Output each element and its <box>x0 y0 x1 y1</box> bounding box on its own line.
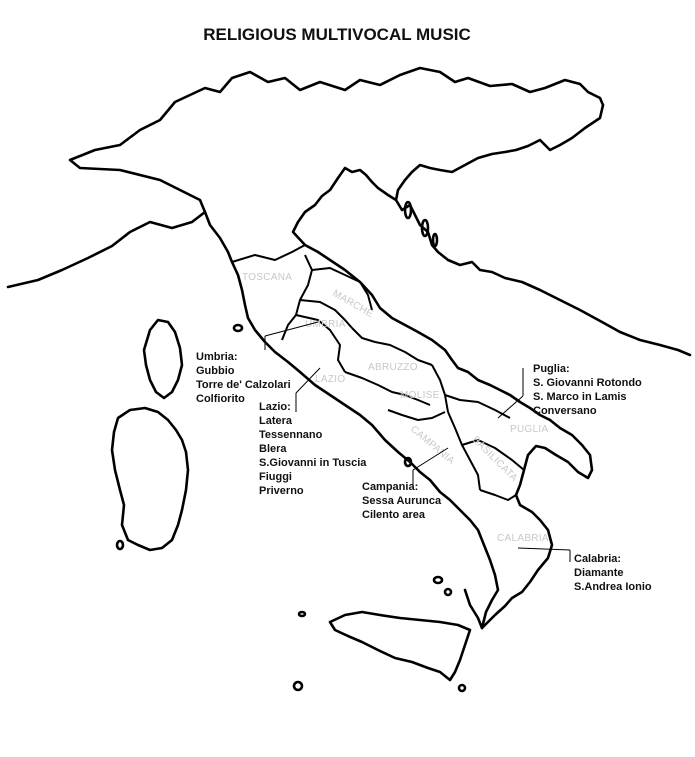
callout-calabria-place: Diamante <box>574 567 624 579</box>
callout-campania <box>362 481 442 521</box>
callout-lazio-place: Priverno <box>259 485 304 497</box>
corsica-outline <box>144 320 182 398</box>
callout-puglia-heading: Puglia: <box>533 363 570 375</box>
callout-umbria-place: Colfiorito <box>196 393 245 405</box>
callout-lazio-place: S.Giovanni in Tuscia <box>259 457 367 469</box>
callout-puglia <box>533 363 642 417</box>
adriatic-eastern-coast <box>396 105 690 355</box>
croatian-island <box>405 202 411 218</box>
callout-calabria-heading: Calabria: <box>574 553 622 565</box>
region-label-campania: CAMPANIA <box>408 423 457 467</box>
region-label-molise: MOLISE <box>400 390 440 401</box>
callout-leaders <box>265 322 570 562</box>
region-label-abruzzo: ABRUZZO <box>368 362 418 373</box>
callout-lazio-place: Fiuggi <box>259 471 292 483</box>
region-label-umbria: UMBRIA <box>305 319 346 330</box>
callout-campania-place: Sessa Aurunca <box>362 495 442 507</box>
callout-umbria <box>196 351 291 405</box>
region-label-basilicata: BASILICATA <box>469 434 520 485</box>
callout-lazio-place: Latera <box>259 415 293 427</box>
region-label-toscana: TOSCANA <box>242 272 293 283</box>
region-label-lazio: LAZIO <box>315 374 346 385</box>
callout-puglia-place: Conversano <box>533 405 597 417</box>
callout-puglia-place: S. Giovanni Rotondo <box>533 377 642 389</box>
callout-lazio-place: Tessennano <box>259 429 323 441</box>
elba-island <box>234 325 242 331</box>
alps-northern-border <box>8 68 603 287</box>
callout-umbria-place: Torre de' Calzolari <box>196 379 291 391</box>
sardinia-outline <box>112 408 188 550</box>
callout-lazio <box>259 401 367 497</box>
egadi-island <box>299 612 305 616</box>
callout-lazio-heading: Lazio: <box>259 401 291 413</box>
callout-campania-heading: Campania: <box>362 481 419 493</box>
callout-puglia-place: S. Marco in Lamis <box>533 391 627 403</box>
malta-island <box>459 685 465 691</box>
map-title: RELIGIOUS MULTIVOCAL MUSIC <box>203 25 471 44</box>
sardinia-islet <box>117 541 123 549</box>
region-label-calabria: CALABRIA <box>497 533 549 544</box>
callout-calabria <box>574 553 652 593</box>
aeolian-island <box>445 589 451 595</box>
region-label-marche: MARCHE <box>330 288 376 321</box>
aeolian-island <box>434 577 442 583</box>
callout-umbria-heading: Umbria: <box>196 351 238 363</box>
region-label-puglia: PUGLIA <box>510 424 549 435</box>
sicily-outline <box>330 612 470 680</box>
callout-campania-place: Cilento area <box>362 509 425 521</box>
callout-lazio-place: Blera <box>259 443 287 455</box>
callout-umbria-place: Gubbio <box>196 365 235 377</box>
croatian-island <box>433 234 437 246</box>
pantelleria-island <box>294 682 302 690</box>
callout-calabria-place: S.Andrea Ionio <box>574 581 652 593</box>
